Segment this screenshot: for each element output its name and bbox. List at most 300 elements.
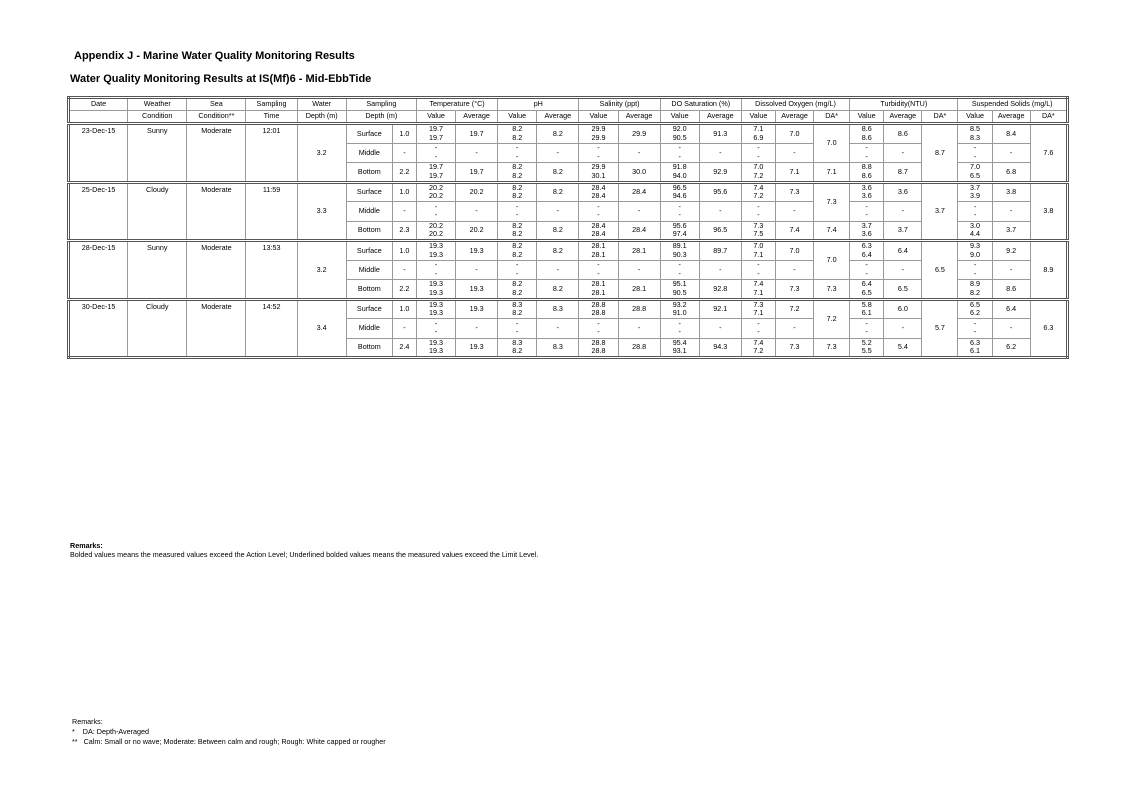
ph-average: 8.2 [537, 221, 579, 241]
header-average: Average [992, 111, 1030, 124]
dissolved-oxygen-value [741, 260, 775, 280]
sampling-time-cell: 11:59 [246, 182, 297, 241]
dissolved-oxygen-value-reading: 7.0 [753, 241, 764, 251]
header-temperature: Temperature (°C) [416, 98, 497, 111]
salinity-value-reading: - [597, 260, 600, 270]
temperature-average: 19.3 [456, 241, 498, 261]
dissolved-oxygen-average: 7.4 [775, 221, 813, 241]
salinity-average: - [618, 202, 660, 222]
suspended-solids-value [958, 124, 992, 144]
header-da: DA* [814, 111, 850, 124]
sea-condition-cell: Moderate [187, 299, 246, 358]
turbidity-value-reading: 5.5 [861, 346, 872, 356]
suspended-solids-average: - [992, 202, 1030, 222]
sea-condition-cell: Moderate [187, 182, 246, 241]
dissolved-oxygen-value-reading: 7.3 [753, 299, 764, 309]
temperature-value [416, 260, 455, 280]
header-value: Value [416, 111, 455, 124]
ph-value [498, 241, 537, 261]
dissolved-oxygen-value-reading: 7.2 [753, 346, 764, 356]
suspended-solids-da: 8.9 [1030, 241, 1067, 300]
do-saturation-value [660, 202, 699, 222]
turbidity-value-reading: 8.6 [861, 124, 872, 134]
temperature-value-reading: 19.3 [428, 308, 443, 318]
temperature-value-reading: 19.7 [428, 124, 443, 134]
temperature-average: 20.2 [456, 221, 498, 241]
do-saturation-value [660, 221, 699, 241]
sampling-depth-cell: 1.0 [392, 182, 416, 202]
salinity-value-reading: - [597, 151, 600, 161]
dissolved-oxygen-value-reading: 7.0 [753, 162, 764, 172]
turbidity-value-reading: 3.7 [861, 221, 872, 230]
dissolved-oxygen-value [741, 143, 775, 163]
do-saturation-value-reading: 91.0 [672, 308, 687, 318]
header-sampling-depth: Sampling [346, 98, 416, 111]
dissolved-oxygen-average: 7.3 [775, 338, 813, 358]
ph-value [498, 182, 537, 202]
dissolved-oxygen-average: - [775, 143, 813, 163]
weather-cell: Sunny [128, 124, 187, 183]
dissolved-oxygen-da: 7.3 [814, 182, 850, 221]
header-dissolved-oxygen: Dissolved Oxygen (mg/L) [741, 98, 849, 111]
weather-cell: Cloudy [128, 182, 187, 241]
turbidity-value-reading: 6.4 [861, 279, 872, 289]
header-value: Value [660, 111, 699, 124]
ph-average: - [537, 143, 579, 163]
salinity-value [579, 124, 618, 144]
dissolved-oxygen-value-reading: - [757, 151, 760, 161]
date-cell: 23-Dec-15 [69, 124, 128, 183]
header-average: Average [618, 111, 660, 124]
suspended-solids-average: 6.2 [992, 338, 1030, 358]
suspended-solids-value-reading: - [973, 151, 977, 161]
table-body [69, 98, 1068, 358]
temperature-average: - [456, 319, 498, 339]
header-average: Average [456, 111, 498, 124]
salinity-value-reading: 29.9 [591, 132, 606, 142]
header-sampling-depth-sub: Depth (m) [346, 111, 416, 124]
salinity-average: 28.1 [618, 280, 660, 300]
dissolved-oxygen-bottom-da: 7.4 [814, 221, 850, 241]
suspended-solids-value [958, 163, 992, 183]
do-saturation-value-reading: 90.5 [672, 132, 687, 142]
header-salinity: Salinity (ppt) [579, 98, 660, 111]
salinity-value-reading: 28.1 [591, 249, 606, 259]
temperature-average: 19.7 [456, 124, 498, 144]
turbidity-average: 6.0 [884, 299, 922, 319]
salinity-value-reading: - [597, 268, 600, 278]
suspended-solids-value-reading: - [973, 327, 977, 337]
ph-average: - [537, 319, 579, 339]
table-row [69, 124, 1068, 144]
ph-value-reading: 8.2 [512, 124, 523, 134]
dissolved-oxygen-value-reading: - [757, 318, 760, 328]
dissolved-oxygen-da: 7.2 [814, 299, 850, 338]
ph-average: - [537, 202, 579, 222]
ph-average: 8.2 [537, 182, 579, 202]
turbidity-da: 3.7 [922, 182, 958, 241]
temperature-value-reading: 20.2 [428, 191, 443, 201]
temperature-value-reading: 20.2 [428, 182, 443, 192]
suspended-solids-value-reading: 8.5 [970, 124, 981, 134]
suspended-solids-value [958, 182, 992, 202]
salinity-average: 29.9 [618, 124, 660, 144]
do-saturation-value [660, 299, 699, 319]
salinity-value [579, 299, 618, 319]
turbidity-value [850, 221, 884, 241]
sea-condition-cell: Moderate [187, 124, 246, 183]
temperature-value-reading: 19.3 [428, 249, 443, 259]
header-date-sub [69, 111, 128, 124]
ph-value-reading: - [516, 210, 519, 220]
water-depth-cell: 3.4 [297, 299, 346, 358]
header-da: DA* [1030, 111, 1067, 124]
do-saturation-value [660, 124, 699, 144]
ph-value [498, 338, 537, 358]
dissolved-oxygen-value [741, 319, 775, 339]
suspended-solids-value [958, 280, 992, 300]
dissolved-oxygen-value-reading: 7.1 [753, 308, 764, 318]
temperature-average: - [456, 260, 498, 280]
turbidity-average: - [884, 143, 922, 163]
temperature-average: - [456, 202, 498, 222]
temperature-average: 19.3 [456, 338, 498, 358]
do-saturation-value-reading: 95.4 [672, 338, 687, 347]
ph-value-reading: 8.2 [512, 162, 523, 172]
turbidity-value-reading: 6.5 [861, 287, 872, 297]
sampling-level-cell: Middle [346, 319, 392, 339]
temperature-value-reading: - [434, 327, 438, 337]
turbidity-value-reading: 8.8 [861, 162, 872, 172]
dissolved-oxygen-bottom-da: 7.1 [814, 163, 850, 183]
temperature-average: 19.7 [456, 163, 498, 183]
sampling-level-cell: Bottom [346, 163, 392, 183]
suspended-solids-value-reading: 6.1 [970, 346, 981, 356]
salinity-value [579, 143, 618, 163]
dissolved-oxygen-value-reading: - [757, 210, 760, 220]
do-saturation-value-reading: 97.4 [672, 229, 687, 239]
suspended-solids-value-reading: 8.3 [970, 132, 981, 142]
dissolved-oxygen-average: 7.3 [775, 182, 813, 202]
salinity-value-reading: 30.1 [591, 170, 606, 180]
dissolved-oxygen-bottom-da: 7.3 [814, 280, 850, 300]
do-saturation-value-reading: - [678, 318, 681, 328]
temperature-value-reading: - [434, 268, 438, 278]
do-saturation-value-reading: 94.0 [672, 170, 687, 180]
turbidity-value-reading: 8.6 [861, 132, 872, 142]
ph-value-reading: 8.2 [512, 132, 523, 142]
temperature-value-reading: - [434, 318, 438, 328]
salinity-value-reading: 28.1 [591, 241, 606, 251]
salinity-value-reading: 28.8 [591, 299, 606, 309]
do-saturation-value-reading: - [678, 268, 681, 278]
dissolved-oxygen-value-reading: - [757, 143, 760, 153]
turbidity-value [850, 182, 884, 202]
header-average: Average [884, 111, 922, 124]
temperature-value-reading: 20.2 [428, 229, 443, 239]
sampling-depth-cell: 2.3 [392, 221, 416, 241]
suspended-solids-average: 6.8 [992, 163, 1030, 183]
turbidity-value-reading: 3.6 [861, 229, 872, 239]
appendix-title: Appendix J - Marine Water Quality Monitoring Results [74, 50, 355, 62]
do-saturation-value-reading: - [678, 201, 681, 211]
temperature-value [416, 202, 455, 222]
turbidity-value [850, 241, 884, 261]
ph-value [498, 143, 537, 163]
temperature-value [416, 280, 455, 300]
header-sea: Sea [187, 98, 246, 111]
turbidity-value-reading: - [865, 210, 868, 220]
ph-average: 8.3 [537, 338, 579, 358]
sampling-depth-cell: 2.2 [392, 163, 416, 183]
date-cell: 30-Dec-15 [69, 299, 128, 358]
ph-average: 8.2 [537, 163, 579, 183]
ph-value-reading: 8.2 [512, 249, 523, 259]
dissolved-oxygen-value-reading: 7.1 [753, 124, 764, 134]
ph-value-reading: 8.3 [512, 338, 523, 347]
do-saturation-average: 94.3 [699, 338, 741, 358]
suspended-solids-value-reading: - [973, 210, 977, 220]
do-saturation-value-reading: 91.8 [672, 162, 687, 172]
temperature-average: - [456, 143, 498, 163]
suspended-solids-average: 6.4 [992, 299, 1030, 319]
suspended-solids-da: 7.6 [1030, 124, 1067, 183]
dissolved-oxygen-value-reading: 7.4 [753, 279, 764, 289]
dissolved-oxygen-average: 7.3 [775, 280, 813, 300]
do-saturation-value-reading: 94.6 [672, 191, 687, 201]
weather-cell: Sunny [128, 241, 187, 300]
suspended-solids-da: 6.3 [1030, 299, 1067, 358]
suspended-solids-value [958, 260, 992, 280]
salinity-average: - [618, 143, 660, 163]
ph-value [498, 319, 537, 339]
turbidity-value-reading: 3.6 [861, 191, 872, 201]
dissolved-oxygen-value-reading: 7.3 [753, 221, 764, 230]
salinity-average: 28.8 [618, 338, 660, 358]
sampling-level-cell: Surface [346, 182, 392, 202]
header-value: Value [498, 111, 537, 124]
turbidity-value [850, 163, 884, 183]
suspended-solids-value-reading: - [973, 268, 977, 278]
salinity-value-reading: - [597, 201, 600, 211]
dissolved-oxygen-average: - [775, 260, 813, 280]
do-saturation-value-reading: 90.5 [672, 287, 687, 297]
turbidity-average: - [884, 260, 922, 280]
suspended-solids-da: 3.8 [1030, 182, 1067, 241]
temperature-value-reading: 19.3 [428, 279, 443, 289]
turbidity-average: 6.4 [884, 241, 922, 261]
salinity-value-reading: 28.8 [591, 338, 606, 347]
table-row [69, 299, 1068, 319]
suspended-solids-value [958, 143, 992, 163]
salinity-value-reading: 28.4 [591, 221, 606, 230]
sampling-level-cell: Surface [346, 299, 392, 319]
do-saturation-average: 92.8 [699, 280, 741, 300]
suspended-solids-average: 8.4 [992, 124, 1030, 144]
turbidity-average: 8.7 [884, 163, 922, 183]
turbidity-value [850, 299, 884, 319]
suspended-solids-value-reading: 6.2 [970, 308, 981, 318]
ph-value-reading: 8.3 [512, 299, 523, 309]
salinity-average: - [618, 260, 660, 280]
header-row [69, 98, 1068, 111]
temperature-value [416, 338, 455, 358]
turbidity-da: 8.7 [922, 124, 958, 183]
ph-average: 8.3 [537, 299, 579, 319]
dissolved-oxygen-average: 7.0 [775, 124, 813, 144]
suspended-solids-value-reading: 4.4 [970, 229, 981, 239]
dissolved-oxygen-value-reading: 7.5 [753, 229, 764, 239]
do-saturation-value-reading: 95.6 [672, 221, 687, 230]
do-saturation-average: - [699, 143, 741, 163]
salinity-value-reading: - [597, 318, 600, 328]
dissolved-oxygen-value [741, 163, 775, 183]
header-value: Value [958, 111, 992, 124]
do-saturation-value-reading: 95.1 [672, 279, 687, 289]
sampling-depth-cell: - [392, 319, 416, 339]
suspended-solids-average: 3.8 [992, 182, 1030, 202]
ph-value-reading: 8.2 [512, 346, 523, 356]
dissolved-oxygen-average: 7.1 [775, 163, 813, 183]
sampling-level-cell: Middle [346, 260, 392, 280]
turbidity-value-reading: - [865, 260, 868, 270]
turbidity-value [850, 124, 884, 144]
sampling-level-cell: Middle [346, 143, 392, 163]
temperature-value-reading: 19.7 [428, 132, 443, 142]
temperature-value [416, 143, 455, 163]
ph-value-reading: - [516, 318, 519, 328]
temperature-average: 20.2 [456, 182, 498, 202]
sea-condition-cell: Moderate [187, 241, 246, 300]
salinity-value [579, 221, 618, 241]
suspended-solids-average: 9.2 [992, 241, 1030, 261]
salinity-average: 28.1 [618, 241, 660, 261]
sampling-level-cell: Middle [346, 202, 392, 222]
salinity-value-reading: 28.1 [591, 279, 606, 289]
ph-average: 8.2 [537, 280, 579, 300]
dissolved-oxygen-value [741, 280, 775, 300]
suspended-solids-value-reading: 8.9 [970, 279, 981, 289]
temperature-value-reading: 19.7 [428, 162, 443, 172]
dissolved-oxygen-value-reading: 7.1 [753, 287, 764, 297]
water-depth-cell: 3.2 [297, 124, 346, 183]
suspended-solids-value-reading: 3.9 [970, 191, 981, 201]
salinity-value-reading: 29.9 [591, 124, 606, 134]
salinity-average: - [618, 319, 660, 339]
temperature-value [416, 124, 455, 144]
ph-value-reading: - [516, 327, 519, 337]
temperature-value-reading: 19.3 [428, 241, 443, 251]
water-depth-cell: 3.2 [297, 241, 346, 300]
dissolved-oxygen-value-reading: 7.4 [753, 338, 764, 347]
salinity-value [579, 338, 618, 358]
turbidity-da: 5.7 [922, 299, 958, 358]
header-weather-sub: Condition [128, 111, 187, 124]
ph-average: 8.2 [537, 124, 579, 144]
dissolved-oxygen-average: 7.0 [775, 241, 813, 261]
do-saturation-value-reading: 93.2 [672, 299, 687, 309]
ph-value-reading: 8.2 [512, 182, 523, 192]
header-value: Value [579, 111, 618, 124]
ph-value [498, 260, 537, 280]
temperature-value-reading: 19.3 [428, 346, 443, 356]
turbidity-value-reading: - [865, 318, 868, 328]
ph-value-reading: 8.2 [512, 221, 523, 230]
sampling-depth-cell: 1.0 [392, 241, 416, 261]
header-row [69, 111, 1068, 124]
suspended-solids-value-reading: 9.3 [970, 241, 981, 251]
turbidity-average: 3.7 [884, 221, 922, 241]
salinity-value-reading: 28.1 [591, 287, 606, 297]
turbidity-value-reading: 8.6 [861, 170, 872, 180]
dissolved-oxygen-value-reading: - [757, 201, 760, 211]
suspended-solids-value-reading: - [973, 143, 977, 153]
dissolved-oxygen-value [741, 124, 775, 144]
ph-value-reading: 8.2 [512, 191, 523, 201]
salinity-value-reading: - [597, 327, 600, 337]
do-saturation-value-reading: - [678, 210, 681, 220]
suspended-solids-value [958, 241, 992, 261]
suspended-solids-value-reading: 6.5 [970, 170, 981, 180]
temperature-value-reading: - [434, 210, 438, 220]
remarks-action-limit [70, 541, 538, 559]
table-subtitle: Water Quality Monitoring Results at IS(Mf)6 - Mid-EbbTide [70, 73, 372, 85]
turbidity-value [850, 280, 884, 300]
ph-value-reading: 8.2 [512, 279, 523, 289]
sampling-level-cell: Surface [346, 241, 392, 261]
sampling-time-cell: 14:52 [246, 299, 297, 358]
sampling-depth-cell: 1.0 [392, 124, 416, 144]
header-value: Value [850, 111, 884, 124]
suspended-solids-value-reading: 7.0 [970, 162, 981, 172]
do-saturation-average: 91.3 [699, 124, 741, 144]
turbidity-value-reading: 3.6 [861, 182, 872, 192]
remarks-footnotes-title: Remarks: [72, 717, 103, 726]
dissolved-oxygen-value [741, 182, 775, 202]
salinity-value [579, 241, 618, 261]
header-ph: pH [498, 98, 579, 111]
do-saturation-value [660, 182, 699, 202]
sampling-depth-cell: - [392, 260, 416, 280]
salinity-value-reading: 28.8 [591, 308, 606, 318]
table-row [69, 241, 1068, 261]
sampling-level-cell: Bottom [346, 338, 392, 358]
header-sea-sub: Condition** [187, 111, 246, 124]
temperature-value-reading: - [434, 151, 438, 161]
sampling-level-cell: Bottom [346, 280, 392, 300]
ph-value-reading: - [516, 260, 519, 270]
ph-value-reading: - [516, 151, 519, 161]
do-saturation-value [660, 143, 699, 163]
salinity-value-reading: 28.8 [591, 346, 606, 356]
do-saturation-value [660, 163, 699, 183]
sampling-time-cell: 12:01 [246, 124, 297, 183]
dissolved-oxygen-value [741, 338, 775, 358]
turbidity-value-reading: - [865, 201, 868, 211]
ph-value [498, 124, 537, 144]
table-row [69, 182, 1068, 202]
footnote-sea-condition: ** Calm: Small or no wave; Moderate: Between calm and rough; Rough: White capped or rougher [72, 737, 386, 746]
temperature-value [416, 299, 455, 319]
sampling-time-cell: 13:53 [246, 241, 297, 300]
water-depth-cell: 3.3 [297, 182, 346, 241]
turbidity-value [850, 338, 884, 358]
dissolved-oxygen-value-reading: 7.2 [753, 170, 764, 180]
suspended-solids-value [958, 338, 992, 358]
do-saturation-value-reading: 89.1 [672, 241, 687, 251]
suspended-solids-value-reading: 8.2 [970, 287, 981, 297]
dissolved-oxygen-value-reading: 6.9 [753, 132, 764, 142]
